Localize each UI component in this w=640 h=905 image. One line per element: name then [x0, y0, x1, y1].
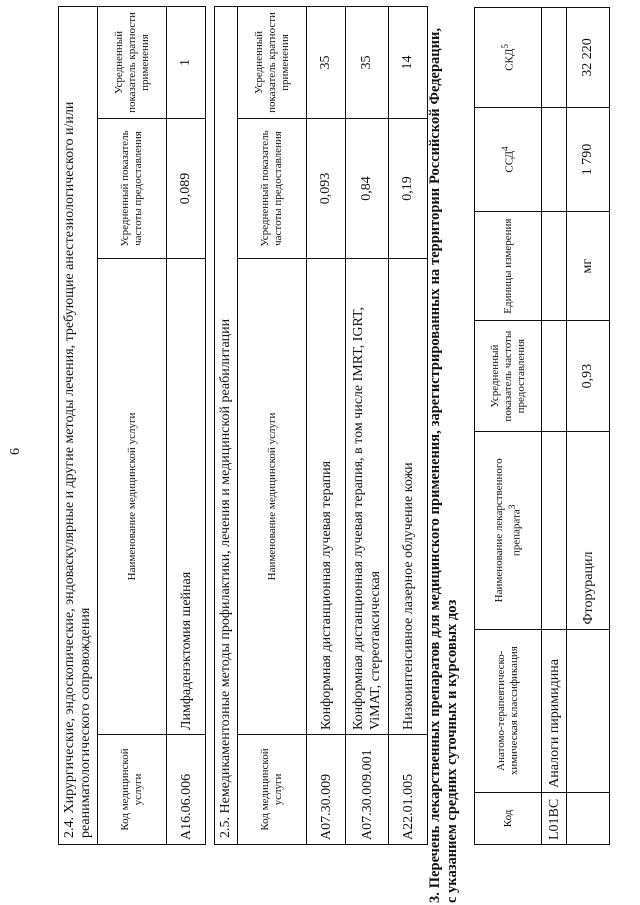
- header-frequency: Усредненный показатель частоты предоставления: [98, 119, 167, 259]
- frequency-value: 0,093: [307, 119, 346, 259]
- table-2-4: [58, 6, 206, 845]
- table-2-5: [214, 6, 428, 845]
- table-2-5-header-row: [238, 6, 307, 844]
- table-2-4-header-row: [98, 7, 167, 845]
- header-service-name: Наименование медицинской услуги: [238, 259, 307, 735]
- footnote-3: 3: [506, 504, 517, 510]
- empty-cell: [567, 629, 610, 792]
- header-ssd: [475, 107, 542, 211]
- service-code: A22.01.005: [389, 735, 428, 845]
- drug-frequency: 0,93: [567, 321, 610, 432]
- page-number: 6: [8, 448, 23, 455]
- header-service-name: Наименование медицинской услуги: [98, 259, 167, 735]
- service-name: Лимфаденэктомия шейная: [167, 259, 206, 735]
- section-2-4-title: 2.4. Хирургические, эндоскопические, эндоваскулярные и другие методы лечения, требующие анестезиологического и/или реаниматологического сопровождения: [59, 7, 98, 845]
- drug-skd: 32 220: [567, 8, 610, 108]
- service-name: Конформная дистанционная лучевая терапия: [307, 259, 346, 735]
- empty-cell: [542, 321, 567, 432]
- empty-cell: [542, 8, 567, 108]
- service-code: A16.06.006: [167, 735, 206, 845]
- table-2-5-title-row: [215, 6, 238, 844]
- service-name: Низкоинтенсивное лазерное облучение кожи: [389, 259, 428, 735]
- header-drug-name: [475, 432, 542, 629]
- table-row: [307, 6, 346, 844]
- section-3-heading: 3. Перечень лекарственных препаратов для медицинского применения, зарегистрированных на территории Российской Федерации, с указанием средних суточных и курсовых доз: [427, 28, 460, 903]
- header-multiplicity: Усредненный показатель кратности применения: [238, 6, 307, 118]
- header-skd-text: СКД: [503, 48, 516, 71]
- multiplicity-value: 14: [389, 6, 428, 118]
- footnote-4: 4: [500, 146, 511, 151]
- atc-group-name: Аналоги пиримидина: [542, 629, 567, 792]
- drug-ssd: 1 790: [567, 107, 610, 211]
- multiplicity-value: 1: [167, 7, 206, 119]
- table-3-drugs: [474, 7, 610, 845]
- header-ssd-text: ССД: [503, 151, 516, 173]
- multiplicity-value: 35: [346, 6, 389, 118]
- table-3-header-row: [475, 8, 542, 845]
- table-row: [567, 8, 610, 845]
- frequency-value: 0,089: [167, 119, 206, 259]
- service-code: A07.30.009: [307, 735, 346, 845]
- empty-cell: [542, 432, 567, 629]
- header-drug-name-text: Наименование лекарственного препарата: [492, 458, 523, 603]
- header-code: Код: [475, 792, 542, 844]
- empty-cell: [542, 107, 567, 211]
- table-row: [542, 8, 567, 845]
- empty-cell: [567, 792, 610, 844]
- multiplicity-value: 35: [307, 6, 346, 118]
- header-service-code: Код медицинской услуги: [98, 735, 167, 845]
- header-frequency: Усредненный показатель частоты предоставления: [475, 321, 542, 432]
- section-2-5-title: 2.5. Немедикаментозные методы профилактики, лечения и медицинской реабилитации: [215, 6, 238, 844]
- empty-cell: [542, 212, 567, 321]
- header-service-code: Код медицинской услуги: [238, 735, 307, 845]
- header-multiplicity: Усредненный показатель кратности применения: [98, 7, 167, 119]
- table-row: [346, 6, 389, 844]
- table-row: [389, 6, 428, 844]
- atc-code: L01BC: [542, 792, 567, 844]
- header-skd: [475, 8, 542, 108]
- header-unit: Единицы измерения: [475, 212, 542, 321]
- frequency-value: 0,19: [389, 119, 428, 259]
- service-name: Конформная дистанционная лучевая терапия, в том числе IMRT, IGRT, ViMAT, стереотаксическая: [346, 259, 389, 735]
- drug-unit: мг: [567, 212, 610, 321]
- header-atc: Анатомо-терапевтическо-химическая классификация: [475, 629, 542, 792]
- drug-name: Фторурацил: [567, 432, 610, 629]
- table-row: [167, 7, 206, 845]
- service-code: A07.30.009.001: [346, 735, 389, 845]
- frequency-value: 0,84: [346, 119, 389, 259]
- footnote-5: 5: [500, 44, 511, 49]
- header-frequency: Усредненный показатель частоты предоставления: [238, 119, 307, 259]
- table-2-4-title-row: [59, 7, 98, 845]
